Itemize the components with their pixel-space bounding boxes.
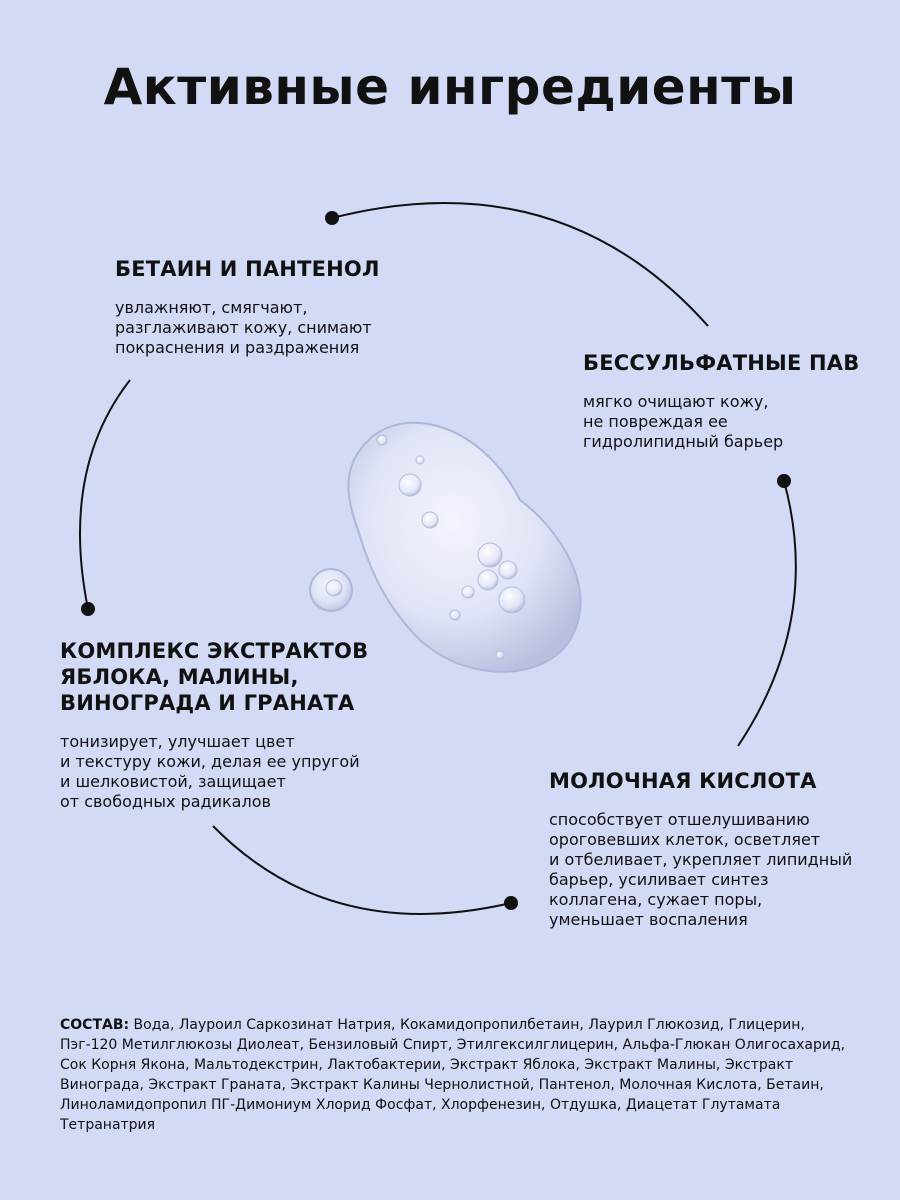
ingredient-sulfate-free-surfactants [583, 350, 883, 452]
ingredient-heading: КОМПЛЕКС ЭКСТРАКТОВ ЯБЛОКА, МАЛИНЫ, ВИНОГРАДА И ГРАНАТА [60, 639, 369, 715]
arc-bottom [213, 826, 511, 914]
composition-text [60, 1015, 850, 1135]
ingredient-heading: МОЛОЧНАЯ КИСЛОТА [549, 769, 817, 793]
arc-top-dot [325, 211, 339, 225]
arc-left [80, 380, 130, 609]
arc-bottom-dot [504, 896, 518, 910]
arc-left-dot [81, 602, 95, 616]
page-title: Активные ингредиенты [103, 58, 797, 116]
gel-drop-icon [348, 423, 580, 672]
small-drop-icon [310, 569, 352, 611]
ingredient-description: тонизирует, улучшает цвет и текстуру кожи, делая ее упругой и шелковистой, защищает от свободных радикалов [60, 732, 360, 811]
ingredient-heading: БЕССУЛЬФАТНЫЕ ПАВ [583, 351, 860, 375]
composition-list: Вода, Лауроил Саркозинат Натрия, Кокамидопропилбетаин, Лаурил Глюкозид, Глицерин, Пэг-120 Метилглюкозы Диолеат, Бензиловый Спирт, Этилгексилглицерин, Альфа-Глюкан Олигосахарид, Сок Корня Якона, Мальтодекстрин, Лактобактерии, Экстракт Яблока, Экстракт Малины, Экстракт Винограда, Экстракт Граната, Экстракт Калины Чернолистной, Пантенол, Молочная Кислота, Бетаин, Линоламидопропил ПГ-Димониум Хлорид Фосфат, Хлорфенезин, Отдушка, Диацетат Глутамата Тетранатрия [60, 1017, 846, 1133]
composition-label: СОСТАВ: [60, 1017, 130, 1033]
ingredient-description: увлажняют, смягчают, разглаживают кожу, снимают покраснения и раздражения [115, 298, 372, 357]
ingredient-fruit-extract-complex [60, 638, 420, 812]
arc-right [738, 481, 796, 746]
ingredient-lactic-acid [549, 768, 889, 930]
ingredient-heading: БЕТАИН И ПАНТЕНОЛ [115, 257, 380, 281]
ingredient-description: мягко очищают кожу, не повреждая ее гидролипидный барьер [583, 392, 784, 451]
arc-right-dot [777, 474, 791, 488]
ingredient-betaine-panthenol [115, 256, 455, 358]
ingredient-description: способствует отшелушиванию ороговевших клеток, осветляет и отбеливает, укрепляет липидный барьер, усиливает синтез коллагена, сужает поры, уменьшает воспаления [549, 810, 853, 929]
